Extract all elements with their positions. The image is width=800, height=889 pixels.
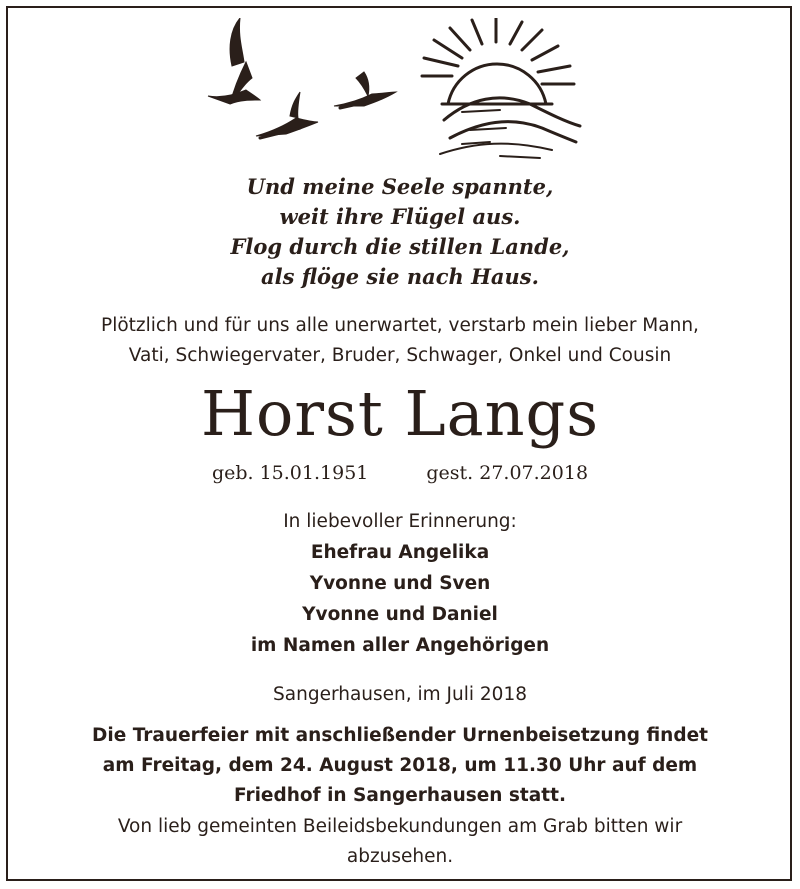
announcement-line: Vati, Schwiegervater, Bruder, Schwager, Onkel und Cousin <box>128 345 672 366</box>
announcement-line: Plötzlich und für uns alle unerwartet, verstarb mein lieber Mann, <box>101 315 699 336</box>
mourner-name: Ehefrau Angelika <box>310 542 490 563</box>
closing-note <box>0 812 800 872</box>
death-announcement <box>0 311 800 371</box>
poem <box>0 172 800 292</box>
funeral-line: Friedhof in Sangerhausen statt. <box>234 785 566 806</box>
funeral-info <box>0 721 800 811</box>
poem-line: weit ihre Flügel aus. <box>279 204 521 229</box>
funeral-line: Die Trauerfeier mit anschließender Urnenbeisetzung findet <box>92 725 708 746</box>
funeral-line: am Freitag, dem 24. August 2018, um 11.30 Uhr auf dem <box>102 755 698 776</box>
poem-line: als flöge sie nach Haus. <box>261 264 539 289</box>
birth-date: geb. 15.01.1951 <box>211 462 369 484</box>
deceased-name: Horst Langs <box>200 377 600 450</box>
mourner-name: im Namen aller Angehörigen <box>250 635 550 656</box>
place-and-date: Sangerhausen, im Juli 2018 <box>273 684 527 705</box>
sunset-hills-icon <box>422 18 580 158</box>
life-dates <box>0 458 800 488</box>
closing-line: abzusehen. <box>346 846 454 867</box>
mourners-list <box>0 537 800 661</box>
closing-line: Von lieb gemeinten Beileidsbekundungen am Grab bitten wir <box>117 816 683 837</box>
mourner-name: Yvonne und Sven <box>309 573 491 594</box>
poem-line: Und meine Seele spannte, <box>246 174 554 199</box>
poem-line: Flog durch die stillen Lande, <box>230 234 570 259</box>
flying-birds-icon <box>208 18 396 138</box>
death-date: gest. 27.07.2018 <box>426 462 589 484</box>
mourner-name: Yvonne und Daniel <box>302 604 498 625</box>
header-artwork <box>200 18 600 168</box>
memory-heading: In liebevoller Erinnerung: <box>283 511 517 532</box>
